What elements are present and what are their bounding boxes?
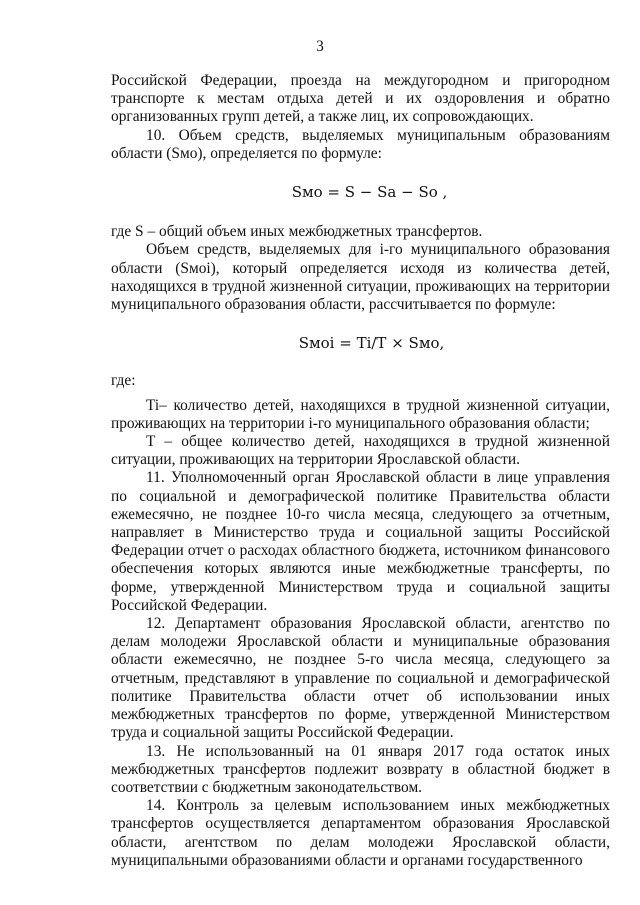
definition-t: T – общее количество детей, находящихся в трудной жизненной ситуации, проживающих на территории Ярославской области. <box>111 433 610 469</box>
paragraph-volume-i: Объем средств, выделяемых для i-го муниципального образования области (Sмоi), который определяется исходя из количества детей, находящихся в трудной жизненной ситуации, проживающих на территории муниципального образования области, рассчитывается по формуле: <box>111 241 610 314</box>
paragraph-10: 10. Объем средств, выделяемых муниципальным образованиям области (Sмо), определяется по формуле: <box>111 126 610 162</box>
definition-ti: Ti– количество детей, находящихся в трудной жизненной ситуации, проживающих на территории i-го муниципального образования области; <box>111 396 610 432</box>
page-number: 3 <box>316 38 324 55</box>
formula-volume-i: Sмоi = Ti/T × Sмо, <box>298 334 445 353</box>
definition-s: где S – общий объем иных межбюджетных трансфертов. <box>111 223 483 241</box>
where-label: где: <box>111 372 136 390</box>
paragraph-intro: Российской Федерации, проезда на междугородном и пригородном транспорте к местам отдыха детей и их оздоровления и обратно организованных групп детей, а также лиц, их сопровождающих. <box>111 72 610 126</box>
paragraph-11: 11. Уполномоченный орган Ярославской области в лице управления по социальной и демографической политике Правительства области ежемесячно, не позднее 10-го числа месяца, следующего за отчетным, направляет в Министерство труда и социальной защиты Российской Федерации отчет о расходах областного бюджета, источником финансового обеспечения которых являются иные межбюджетные трансферты, по форме, утвержденной Министерством труда и социальной защиты Российской Федерации. <box>111 469 610 614</box>
document-body <box>111 72 610 870</box>
paragraph-14: 14. Контроль за целевым использованием иных межбюджетных трансфертов осуществляется департаментом образования Ярославской области, агентством по делам молодежи Ярославской области, муниципальными образованиями области и органами государственного <box>111 797 610 869</box>
paragraph-12: 12. Департамент образования Ярославской области, агентство по делам молодежи Ярославской области и муниципальные образования области ежемесячно, не позднее 5-го числа месяца, следующего за отчетным, представляют в управление по социальной и демографической политике Правительства области отчет об использовании иных межбюджетных трансфертов по форме, утвержденной Министерством труда и социальной защиты Российской Федерации. <box>111 615 610 742</box>
paragraph-13: 13. Не использованный на 01 января 2017 года остаток иных межбюджетных трансфертов подлежит возврату в областной бюджет в соответствии с бюджетным законодательством. <box>111 742 610 796</box>
formula-total-volume: Sмо = S − Sа − Sо , <box>291 183 448 202</box>
